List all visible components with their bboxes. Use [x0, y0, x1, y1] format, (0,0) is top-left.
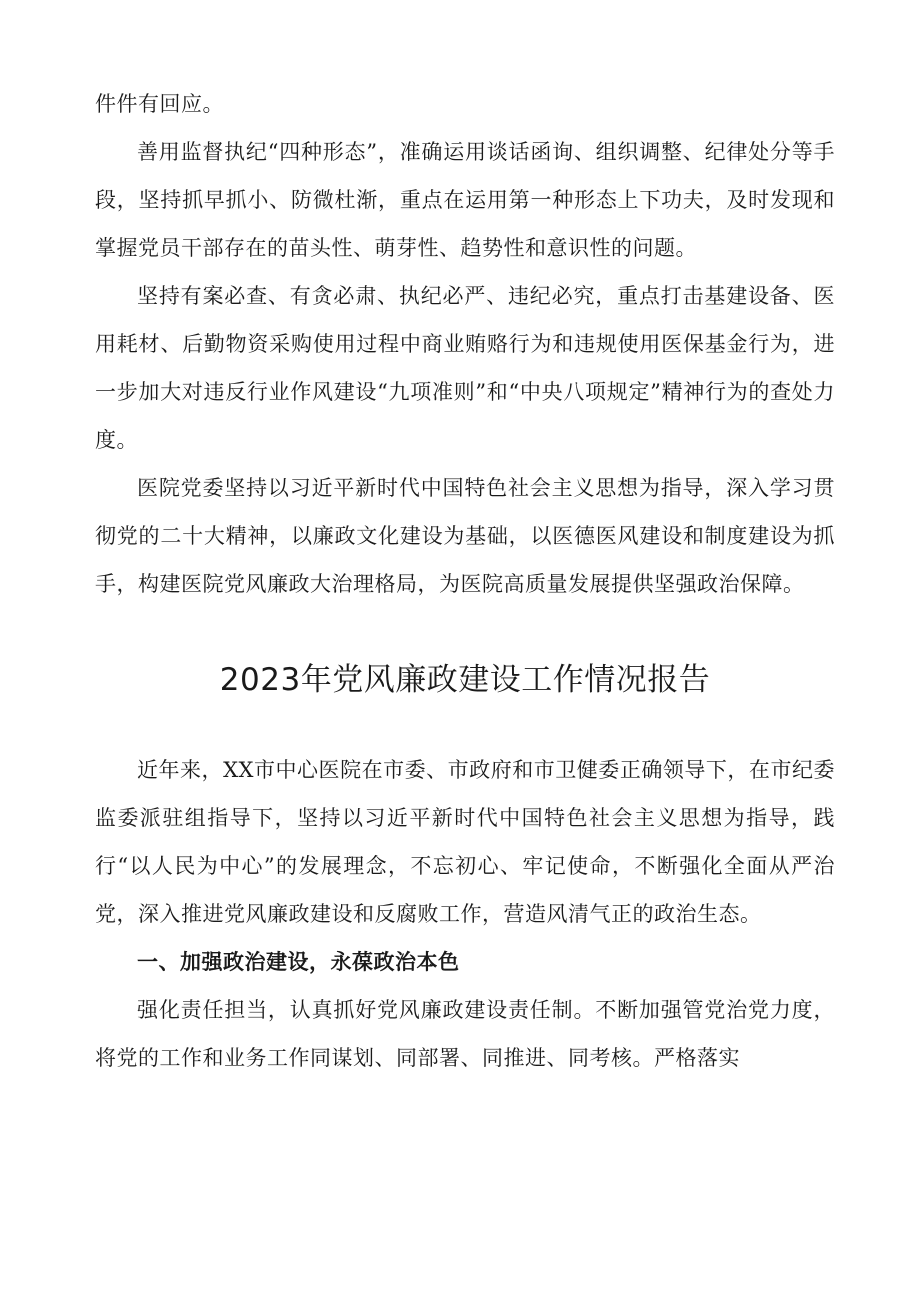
report-opening-paragraph: 近年来，XX市中心医院在市委、市政府和市卫健委正确领导下，在市纪委监委派驻组指导下，坚持以习近平新时代中国特色社会主义思想为指导，践行“以人民为中心”的发展理念，不忘初心、牢记使命，不断强化全面从严治党，深入推进党风廉政建设和反腐败工作，营造风清气正的政治生态。: [95, 758, 835, 926]
paragraph-four-forms: 善用监督执纪“四种形态”，准确运用谈话函询、组织调整、纪律处分等手段，坚持抓早抓小、防微杜渐，重点在运用第一种形态上下功夫，及时发现和掌握党员干部存在的苗头性、萌芽性、趋势性和意识性的问题。: [95, 140, 835, 260]
paragraph-party-committee: 医院党委坚持以习近平新时代中国特色社会主义思想为指导，深入学习贯彻党的二十大精神，以廉政文化建设为基础，以医德医风建设和制度建设为抓手，构建医院党风廉政大治理格局，为医院高质量发展提供坚强政治保障。: [95, 476, 835, 596]
section-body-paragraph: 强化责任担当，认真抓好党风廉政建设责任制。不断加强管党治党力度，将党的工作和业务工作同谋划、同部署、同推进、同考核。严格落实: [95, 998, 835, 1070]
report-title: 2023年党风廉政建设工作情况报告: [219, 662, 711, 698]
document-page: [95, 80, 835, 1082]
continuation-paragraph: 件件有回应。: [95, 92, 224, 116]
paragraph-case-investigation: 坚持有案必查、有贪必肃、执纪必严、违纪必究，重点打击基建设备、医用耗材、后勤物资采购使用过程中商业贿赂行为和违规使用医保基金行为，进一步加大对违反行业作风建设“九项准则”和“中央八项规定”精神行为的查处力度。: [95, 284, 835, 452]
section-heading-political-construction: 一、加强政治建设，永葆政治本色: [137, 950, 460, 974]
